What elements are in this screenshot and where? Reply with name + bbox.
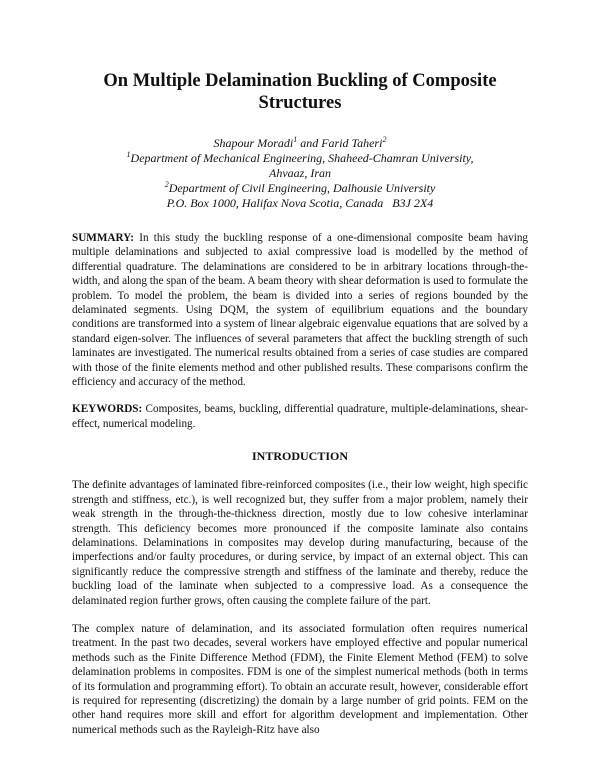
keywords-block xyxy=(72,402,528,431)
affiliation-number: 2 xyxy=(164,180,169,189)
section-heading-introduction: INTRODUCTION xyxy=(251,449,348,464)
paper-title xyxy=(72,0,528,114)
summary-block xyxy=(72,231,528,389)
affiliation-1 xyxy=(72,151,528,166)
keywords-text: Composites, beams, buckling, differential quadrature, multiple-delaminations, shear-effect, numerical modeling. xyxy=(72,403,528,430)
affiliation-number: 1 xyxy=(126,150,131,159)
affiliation-line: Ahvaaz, Iran xyxy=(269,166,331,180)
author-line xyxy=(72,136,528,151)
affiliation-line: Department of Mechanical Engineering, Shaheed-Chamran University, xyxy=(130,151,474,165)
affiliation-2 xyxy=(72,181,528,196)
author-block xyxy=(72,136,528,211)
author-affil-mark: 2 xyxy=(382,135,387,144)
affiliation-1-city xyxy=(72,166,528,181)
summary-label: SUMMARY: xyxy=(72,232,134,244)
keywords-label: KEYWORDS: xyxy=(72,403,143,416)
author-name: Shapour Moradi xyxy=(213,136,294,150)
author-separator: and xyxy=(297,136,322,150)
intro-paragraph: The definite advantages of laminated fibre-reinforced composites (i.e., their low weight, high specific strength and stiffness, etc.), is well recognized but, they suffer from a major problem, namely their weak strength in the through-the-thickness direction, mostly due to low cohesive interlaminar strength. This deficiency becomes more pronounced if the composite laminate also contains delaminations. Delaminations in composites may develop during manufacturing, because of the imperfections and/or faulty procedures, or during service, by impact of an external object. This can significantly reduce the compressive strength and stiffness of the laminate and thereby, reduce the buckling load of the laminate when subjected to a compressive load. As a consequence the delaminated region further grows, often causing the complete failure of the part. xyxy=(72,479,528,607)
paper-title-text: On Multiple Delamination Buckling of Composite Structures xyxy=(103,71,497,113)
affiliation-line: P.O. Box 1000, Halifax Nova Scotia, Canada B3J 2X4 xyxy=(166,196,434,210)
affiliation-2-address xyxy=(72,196,528,211)
intro-paragraph: The complex nature of delamination, and its associated formulation often requires numerical treatment. In the past two decades, several workers have employed effective and popular numerical methods such as the Finite Difference Method (FDM), the Finite Element Method (FEM) to solve delamination problems in composites. FDM is one of the simplest numerical methods (both in terms of its formulation and programming effort). To obtain an accurate result, however, considerable effort is required for representing (discretizing) the domain by a large number of grid points. FEM on the other hand requires more skill and effort for algorithm development and implementation. Other numerical methods such as the Rayleigh-Ritz have also xyxy=(72,622,528,736)
author-affil-mark: 1 xyxy=(293,135,298,144)
summary-text: In this study the buckling response of a one-dimensional composite beam having multiple delaminations and subjected to axial compressive load is modelled by the method of differential quadrature. The delaminations are considered to be in arbitrary locations through-the-width, and along the span of the beam. A beam theory with shear deformation is used to formulate the problem. To model the problem, the beam is divided into a series of regions bounded by the delaminated segments. Using DQM, the system of equilibrium equations and the boundary conditions are transformed into a system of linear algebraic eigenvalue equations that are solved by a standard eigen-solver. The influences of several parameters that affect the buckling strength of such laminates are investigated. The numerical results obtained from a series of case studies are compared with those of the finite elements method and other published results. These comparisons confirm the efficiency and accuracy of the method. xyxy=(72,232,529,389)
author-name: Farid Taheri xyxy=(321,136,383,150)
affiliation-line: Department of Civil Engineering, Dalhousie University xyxy=(168,181,436,195)
